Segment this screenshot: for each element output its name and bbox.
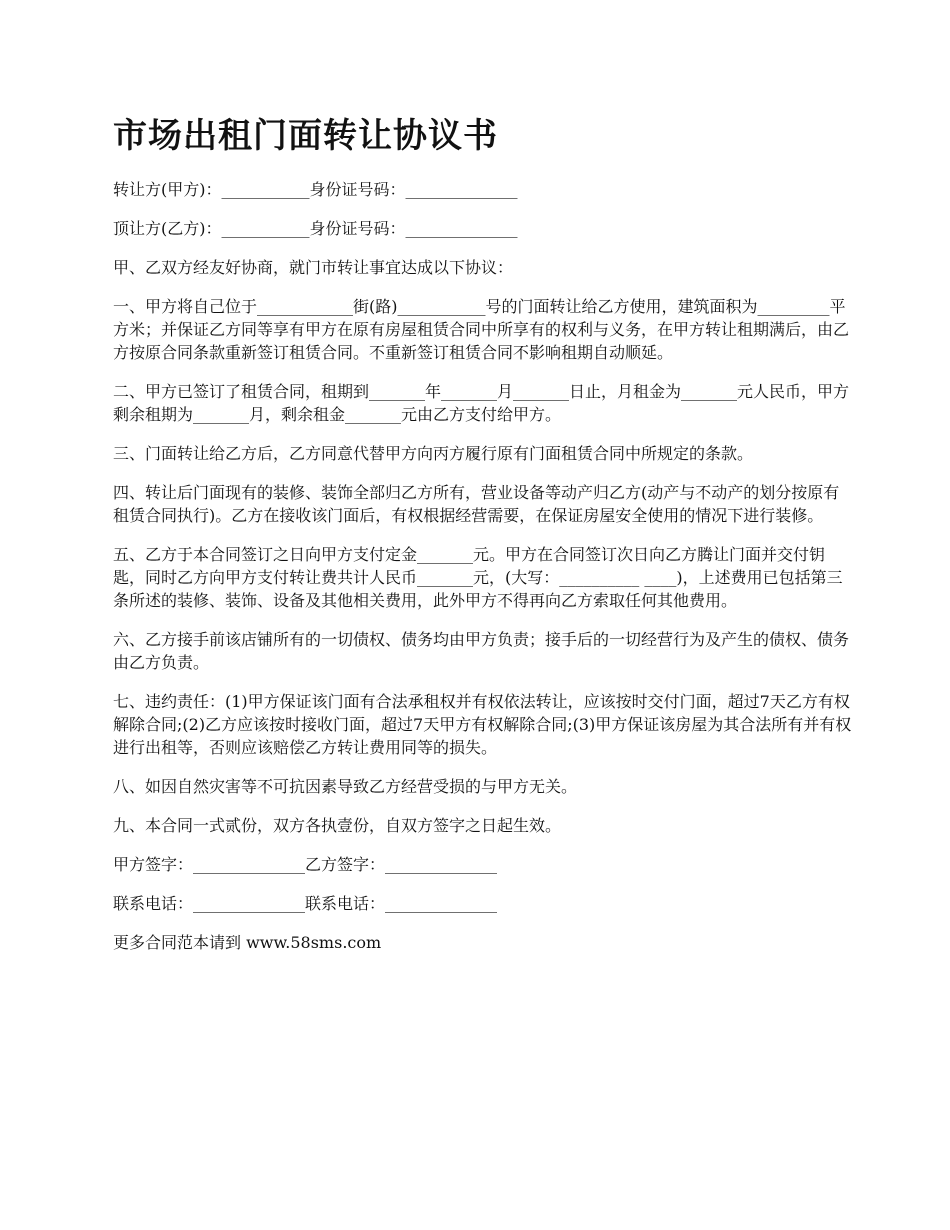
clause-3: 三、门面转让给乙方后，乙方同意代替甲方向丙方履行原有门面租赁合同中所规定的条款。 [113, 444, 754, 463]
footer-link-text: 更多合同范本请到 www.58sms.com [113, 933, 382, 952]
transferor-line: 转让方(甲方)：___________身份证号码：______________ [113, 180, 518, 199]
contact-phone-line: 联系电话：______________联系电话：______________ [113, 894, 498, 913]
transferee-line: 顶让方(乙方)：___________身份证号码：______________ [113, 219, 518, 238]
clause-2: 二、甲方已签订了租赁合同，租期到_______年_______月_______日止，月租金为_______元人民币，甲方剩余租期为_______月，剩余租金_______元由乙方支付给甲方。 [113, 382, 850, 424]
clause-6: 六、乙方接手前该店铺所有的一切债权、债务均由甲方负责；接手后的一切经营行为及产生的债权、债务由乙方负责。 [113, 630, 850, 672]
clause-4: 四、转让后门面现有的装修、装饰全部归乙方所有，营业设备等动产归乙方(动产与不动产的划分按原有租赁合同执行)。乙方在接收该门面后，有权根据经营需要，在保证房屋安全使用的情况下进行装修。 [113, 483, 840, 525]
clause-5: 五、乙方于本合同签订之日向甲方支付定金_______元。甲方在合同签订次日向乙方腾让门面并交付钥匙，同时乙方向甲方支付转让费共计人民币_______元，(大写：__________ ____)，上述费用已包括第三条所述的装修、装饰、设备及其他相关费用，此外甲方不得再向乙方索取任何其他费用。 [113, 545, 843, 610]
preamble: 甲、乙双方经友好协商，就门市转让事宜达成以下协议： [113, 258, 514, 277]
clause-8: 八、如因自然灾害等不可抗因素导致乙方经营受损的与甲方无关。 [113, 777, 578, 796]
document-page [113, 112, 853, 970]
document-title: 市场出租门面转让协议书 [113, 116, 498, 156]
signature-line: 甲方签字：______________乙方签字：______________ [113, 855, 498, 874]
clause-9: 九、本合同一式贰份，双方各执壹份，自双方签字之日起生效。 [113, 816, 562, 835]
clause-7: 七、违约责任：(1)甲方保证该门面有合法承租权并有权依法转让，应该按时交付门面，超过7天乙方有权解除合同;(2)乙方应该按时接收门面，超过7天甲方有权解除合同;(3)甲方保证该房屋为其合法所有并有权进行出租等，否则应该赔偿乙方转让费用同等的损失。 [113, 692, 852, 757]
clause-1: 一、甲方将自己位于____________街(路)___________号的门面转让给乙方使用，建筑面积为_________平方米；并保证乙方同等享有甲方在原有房屋租赁合同中所享有的权利与义务，在甲方转让租期满后，由乙方按原合同条款重新签订租赁合同。不重新签订租赁合同不影响租期自动顺延。 [113, 297, 850, 362]
